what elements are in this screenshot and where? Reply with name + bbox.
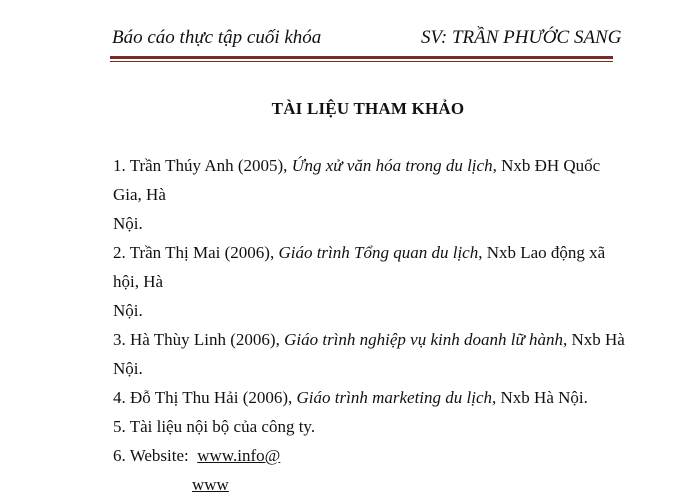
reference-item-5: [113, 412, 633, 441]
reference-item-6: [113, 441, 633, 499]
reference-4-title: Giáo trình marketing du lịch: [296, 388, 493, 407]
reference-2-title: Giáo trình Tổng quan du lịch: [278, 243, 479, 262]
reference-4-author: 4. Đỗ Thị Thu Hải (2006),: [113, 388, 297, 407]
website-link-1[interactable]: www.info@: [197, 446, 281, 465]
reference-item-1: [113, 151, 633, 238]
page-title: TÀI LIỆU THAM KHẢO: [271, 99, 465, 118]
header-report-title: Báo cáo thực tập cuối khóa: [112, 27, 322, 48]
reference-2-author: 2. Trần Thị Mai (2006),: [113, 243, 279, 262]
reference-2-publisher: , Nxb Lao động xã hội, Hà: [113, 243, 606, 291]
reference-3-publisher: , Nxb Hà Nội.: [113, 330, 625, 378]
reference-4-publisher: , Nxb Hà Nội.: [492, 388, 588, 407]
reference-1-author: 1. Trần Thúy Anh (2005),: [113, 156, 292, 175]
website-link-2[interactable]: www: [192, 475, 229, 494]
reference-1-city: Nội.: [113, 214, 143, 233]
reference-item-3: [113, 325, 633, 383]
reference-3-author: 3. Hà Thùy Linh (2006),: [113, 330, 285, 349]
reference-2-city: Nội.: [113, 301, 143, 320]
reference-1-publisher: , Nxb ĐH Quốc Gia, Hà: [113, 156, 601, 204]
reference-3-title: Giáo trình nghiệp vụ kinh doanh lữ hành: [284, 330, 563, 349]
reference-1-title: Ứng xử văn hóa trong du lịch: [291, 156, 493, 175]
reference-6-label: 6. Website:: [113, 446, 198, 465]
header-rule-thick: [110, 56, 613, 59]
reference-item-2: [113, 238, 633, 325]
reference-5-text: 5. Tài liệu nội bộ của công ty.: [113, 417, 316, 436]
header-rule-thin: [110, 61, 613, 62]
reference-list: [113, 151, 633, 499]
header-student-name: SV: TRẦN PHƯỚC SANG: [421, 27, 622, 48]
reference-item-4: [113, 383, 633, 412]
